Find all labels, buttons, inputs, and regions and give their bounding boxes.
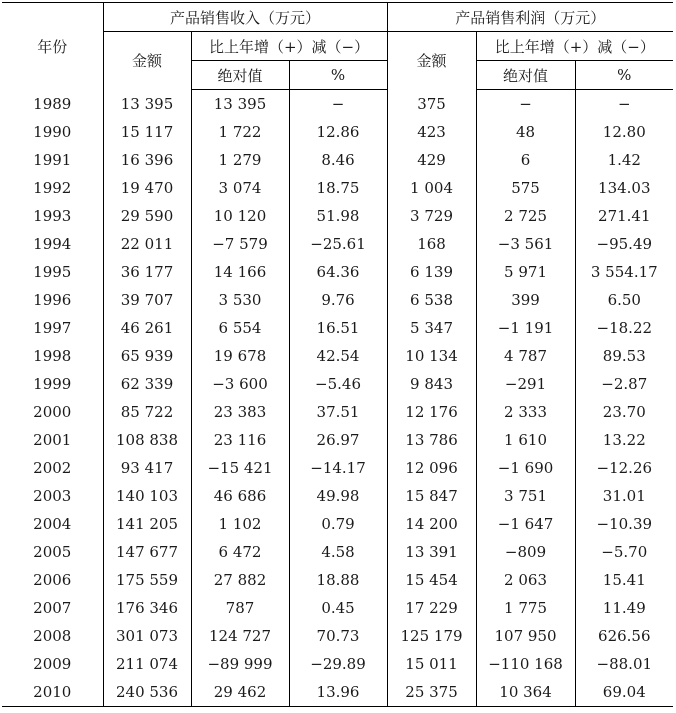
- revenue-absolute-cell: 23 383: [191, 398, 289, 426]
- table-row: [2, 482, 673, 510]
- year-cell: 2009: [2, 650, 103, 678]
- revenue-percent-cell: 64.36: [289, 258, 387, 286]
- profit-amount-cell: 375: [387, 90, 476, 119]
- profit-percent-cell: 12.80: [575, 118, 673, 146]
- profit-percent-cell: 3 554.17: [575, 258, 673, 286]
- revenue-absolute-cell: −7 579: [191, 230, 289, 258]
- table-row: [2, 370, 673, 398]
- profit-percent-cell: −2.87: [575, 370, 673, 398]
- profit-absolute-cell: 1 610: [476, 426, 575, 454]
- revenue-amount-cell: 62 339: [103, 370, 191, 398]
- profit-amount-cell: 5 347: [387, 314, 476, 342]
- revenue-absolute-cell: 3 530: [191, 286, 289, 314]
- revenue-percent-cell: 13.96: [289, 678, 387, 707]
- revenue-absolute-cell: 6 554: [191, 314, 289, 342]
- revenue-group-header: 产品销售收入（万元）: [103, 3, 387, 32]
- profit-absolute-cell: 6: [476, 146, 575, 174]
- revenue-percent-cell: −14.17: [289, 454, 387, 482]
- profit-absolute-cell: 3 751: [476, 482, 575, 510]
- table-row: [2, 174, 673, 202]
- table-row: [2, 286, 673, 314]
- revenue-percent-cell: 49.98: [289, 482, 387, 510]
- table-row: [2, 650, 673, 678]
- year-cell: 1999: [2, 370, 103, 398]
- profit-absolute-cell: 2 063: [476, 566, 575, 594]
- year-header: 年份: [2, 3, 103, 90]
- profit-absolute-cell: −1 690: [476, 454, 575, 482]
- revenue-percent-cell: 16.51: [289, 314, 387, 342]
- year-cell: 1992: [2, 174, 103, 202]
- profit-absolute-cell: −1 191: [476, 314, 575, 342]
- profit-amount-cell: 168: [387, 230, 476, 258]
- revenue-amount-cell: 176 346: [103, 594, 191, 622]
- revenue-amount-cell: 108 838: [103, 426, 191, 454]
- profit-percent-cell: 23.70: [575, 398, 673, 426]
- profit-percent-cell: −5.70: [575, 538, 673, 566]
- table-row: [2, 342, 673, 370]
- revenue-amount-cell: 140 103: [103, 482, 191, 510]
- revenue-absolute-cell: 46 686: [191, 482, 289, 510]
- year-cell: 1995: [2, 258, 103, 286]
- revenue-amount-header: 金额: [103, 32, 191, 90]
- profit-percent-cell: 31.01: [575, 482, 673, 510]
- revenue-amount-cell: 39 707: [103, 286, 191, 314]
- profit-amount-cell: 14 200: [387, 510, 476, 538]
- profit-percent-cell: −: [575, 90, 673, 119]
- profit-amount-cell: 10 134: [387, 342, 476, 370]
- revenue-percent-cell: 18.88: [289, 566, 387, 594]
- year-cell: 1993: [2, 202, 103, 230]
- profit-percent-cell: 15.41: [575, 566, 673, 594]
- revenue-absolute-cell: −3 600: [191, 370, 289, 398]
- revenue-amount-cell: 85 722: [103, 398, 191, 426]
- year-cell: 2008: [2, 622, 103, 650]
- revenue-amount-cell: 141 205: [103, 510, 191, 538]
- profit-amount-cell: 12 176: [387, 398, 476, 426]
- sales-table: [2, 2, 673, 707]
- table-row: [2, 426, 673, 454]
- revenue-percent-cell: −: [289, 90, 387, 119]
- revenue-absolute-cell: 10 120: [191, 202, 289, 230]
- profit-absolute-header: 绝对值: [476, 61, 575, 90]
- revenue-percent-cell: 42.54: [289, 342, 387, 370]
- revenue-change-header: 比上年增（+）减（−）: [191, 32, 387, 61]
- table-row: [2, 594, 673, 622]
- profit-amount-cell: 13 391: [387, 538, 476, 566]
- revenue-amount-cell: 211 074: [103, 650, 191, 678]
- revenue-absolute-cell: 1 722: [191, 118, 289, 146]
- table-row: [2, 678, 673, 707]
- profit-absolute-cell: 2 333: [476, 398, 575, 426]
- profit-percent-cell: 89.53: [575, 342, 673, 370]
- revenue-amount-cell: 13 395: [103, 90, 191, 119]
- revenue-amount-cell: 22 011: [103, 230, 191, 258]
- profit-percent-cell: 13.22: [575, 426, 673, 454]
- profit-absolute-cell: 4 787: [476, 342, 575, 370]
- revenue-absolute-cell: 6 472: [191, 538, 289, 566]
- profit-amount-cell: 9 843: [387, 370, 476, 398]
- revenue-percent-cell: 4.58: [289, 538, 387, 566]
- profit-absolute-cell: 5 971: [476, 258, 575, 286]
- year-cell: 1991: [2, 146, 103, 174]
- revenue-absolute-header: 绝对值: [191, 61, 289, 90]
- profit-amount-cell: 12 096: [387, 454, 476, 482]
- table-row: [2, 398, 673, 426]
- table-row: [2, 510, 673, 538]
- profit-percent-cell: 626.56: [575, 622, 673, 650]
- profit-percent-cell: 11.49: [575, 594, 673, 622]
- profit-amount-cell: 423: [387, 118, 476, 146]
- revenue-percent-cell: 18.75: [289, 174, 387, 202]
- revenue-percent-header: %: [289, 61, 387, 90]
- table-row: [2, 566, 673, 594]
- revenue-absolute-cell: 27 882: [191, 566, 289, 594]
- year-cell: 2006: [2, 566, 103, 594]
- revenue-percent-cell: −5.46: [289, 370, 387, 398]
- profit-absolute-cell: 575: [476, 174, 575, 202]
- revenue-amount-cell: 147 677: [103, 538, 191, 566]
- revenue-percent-cell: 8.46: [289, 146, 387, 174]
- table-row: [2, 230, 673, 258]
- revenue-absolute-cell: 1 279: [191, 146, 289, 174]
- revenue-absolute-cell: −15 421: [191, 454, 289, 482]
- year-cell: 2010: [2, 678, 103, 707]
- profit-percent-cell: 6.50: [575, 286, 673, 314]
- table-row: [2, 202, 673, 230]
- revenue-absolute-cell: 1 102: [191, 510, 289, 538]
- profit-amount-cell: 6 538: [387, 286, 476, 314]
- profit-amount-cell: 25 375: [387, 678, 476, 707]
- year-cell: 2007: [2, 594, 103, 622]
- revenue-percent-cell: −29.89: [289, 650, 387, 678]
- revenue-amount-cell: 175 559: [103, 566, 191, 594]
- revenue-amount-cell: 16 396: [103, 146, 191, 174]
- year-cell: 2003: [2, 482, 103, 510]
- profit-amount-cell: 1 004: [387, 174, 476, 202]
- profit-absolute-cell: 107 950: [476, 622, 575, 650]
- revenue-amount-cell: 15 117: [103, 118, 191, 146]
- revenue-percent-cell: 26.97: [289, 426, 387, 454]
- profit-absolute-cell: 10 364: [476, 678, 575, 707]
- profit-absolute-cell: 399: [476, 286, 575, 314]
- table-row: [2, 118, 673, 146]
- revenue-amount-cell: 65 939: [103, 342, 191, 370]
- profit-amount-cell: 13 786: [387, 426, 476, 454]
- profit-group-header: 产品销售利润（万元）: [387, 3, 673, 32]
- revenue-amount-cell: 46 261: [103, 314, 191, 342]
- year-cell: 1998: [2, 342, 103, 370]
- revenue-amount-cell: 19 470: [103, 174, 191, 202]
- profit-change-header: 比上年增（+）减（−）: [476, 32, 673, 61]
- revenue-amount-cell: 240 536: [103, 678, 191, 707]
- year-cell: 2005: [2, 538, 103, 566]
- profit-absolute-cell: −809: [476, 538, 575, 566]
- table-row: [2, 314, 673, 342]
- profit-absolute-cell: −1 647: [476, 510, 575, 538]
- profit-amount-cell: 15 454: [387, 566, 476, 594]
- year-cell: 2001: [2, 426, 103, 454]
- year-cell: 1989: [2, 90, 103, 119]
- profit-percent-cell: 69.04: [575, 678, 673, 707]
- profit-percent-cell: 134.03: [575, 174, 673, 202]
- year-cell: 1994: [2, 230, 103, 258]
- profit-percent-cell: −18.22: [575, 314, 673, 342]
- profit-percent-cell: −95.49: [575, 230, 673, 258]
- revenue-absolute-cell: 124 727: [191, 622, 289, 650]
- revenue-amount-cell: 36 177: [103, 258, 191, 286]
- revenue-percent-cell: 0.45: [289, 594, 387, 622]
- profit-amount-cell: 6 139: [387, 258, 476, 286]
- profit-amount-header: 金额: [387, 32, 476, 90]
- year-cell: 2000: [2, 398, 103, 426]
- table-row: [2, 146, 673, 174]
- profit-amount-cell: 125 179: [387, 622, 476, 650]
- profit-absolute-cell: 48: [476, 118, 575, 146]
- profit-amount-cell: 15 011: [387, 650, 476, 678]
- profit-absolute-cell: −: [476, 90, 575, 119]
- table-row: [2, 454, 673, 482]
- revenue-absolute-cell: 14 166: [191, 258, 289, 286]
- profit-percent-cell: 1.42: [575, 146, 673, 174]
- revenue-absolute-cell: 29 462: [191, 678, 289, 707]
- year-cell: 2002: [2, 454, 103, 482]
- profit-absolute-cell: 1 775: [476, 594, 575, 622]
- profit-absolute-cell: −3 561: [476, 230, 575, 258]
- revenue-absolute-cell: 787: [191, 594, 289, 622]
- profit-percent-cell: −12.26: [575, 454, 673, 482]
- revenue-absolute-cell: 13 395: [191, 90, 289, 119]
- profit-percent-cell: −88.01: [575, 650, 673, 678]
- profit-absolute-cell: −291: [476, 370, 575, 398]
- revenue-percent-cell: 9.76: [289, 286, 387, 314]
- revenue-percent-cell: −25.61: [289, 230, 387, 258]
- revenue-absolute-cell: 19 678: [191, 342, 289, 370]
- revenue-absolute-cell: −89 999: [191, 650, 289, 678]
- table-row: [2, 622, 673, 650]
- revenue-percent-cell: 12.86: [289, 118, 387, 146]
- revenue-percent-cell: 0.79: [289, 510, 387, 538]
- profit-absolute-cell: −110 168: [476, 650, 575, 678]
- year-cell: 1996: [2, 286, 103, 314]
- year-cell: 1997: [2, 314, 103, 342]
- revenue-absolute-cell: 3 074: [191, 174, 289, 202]
- profit-amount-cell: 429: [387, 146, 476, 174]
- table-body: [2, 90, 673, 707]
- profit-percent-header: %: [575, 61, 673, 90]
- revenue-amount-cell: 93 417: [103, 454, 191, 482]
- revenue-percent-cell: 37.51: [289, 398, 387, 426]
- profit-amount-cell: 3 729: [387, 202, 476, 230]
- revenue-percent-cell: 51.98: [289, 202, 387, 230]
- year-cell: 2004: [2, 510, 103, 538]
- profit-amount-cell: 17 229: [387, 594, 476, 622]
- revenue-amount-cell: 301 073: [103, 622, 191, 650]
- profit-percent-cell: 271.41: [575, 202, 673, 230]
- table-row: [2, 258, 673, 286]
- revenue-absolute-cell: 23 116: [191, 426, 289, 454]
- table-row: [2, 90, 673, 119]
- year-cell: 1990: [2, 118, 103, 146]
- revenue-percent-cell: 70.73: [289, 622, 387, 650]
- profit-amount-cell: 15 847: [387, 482, 476, 510]
- revenue-amount-cell: 29 590: [103, 202, 191, 230]
- profit-percent-cell: −10.39: [575, 510, 673, 538]
- table-row: [2, 538, 673, 566]
- profit-absolute-cell: 2 725: [476, 202, 575, 230]
